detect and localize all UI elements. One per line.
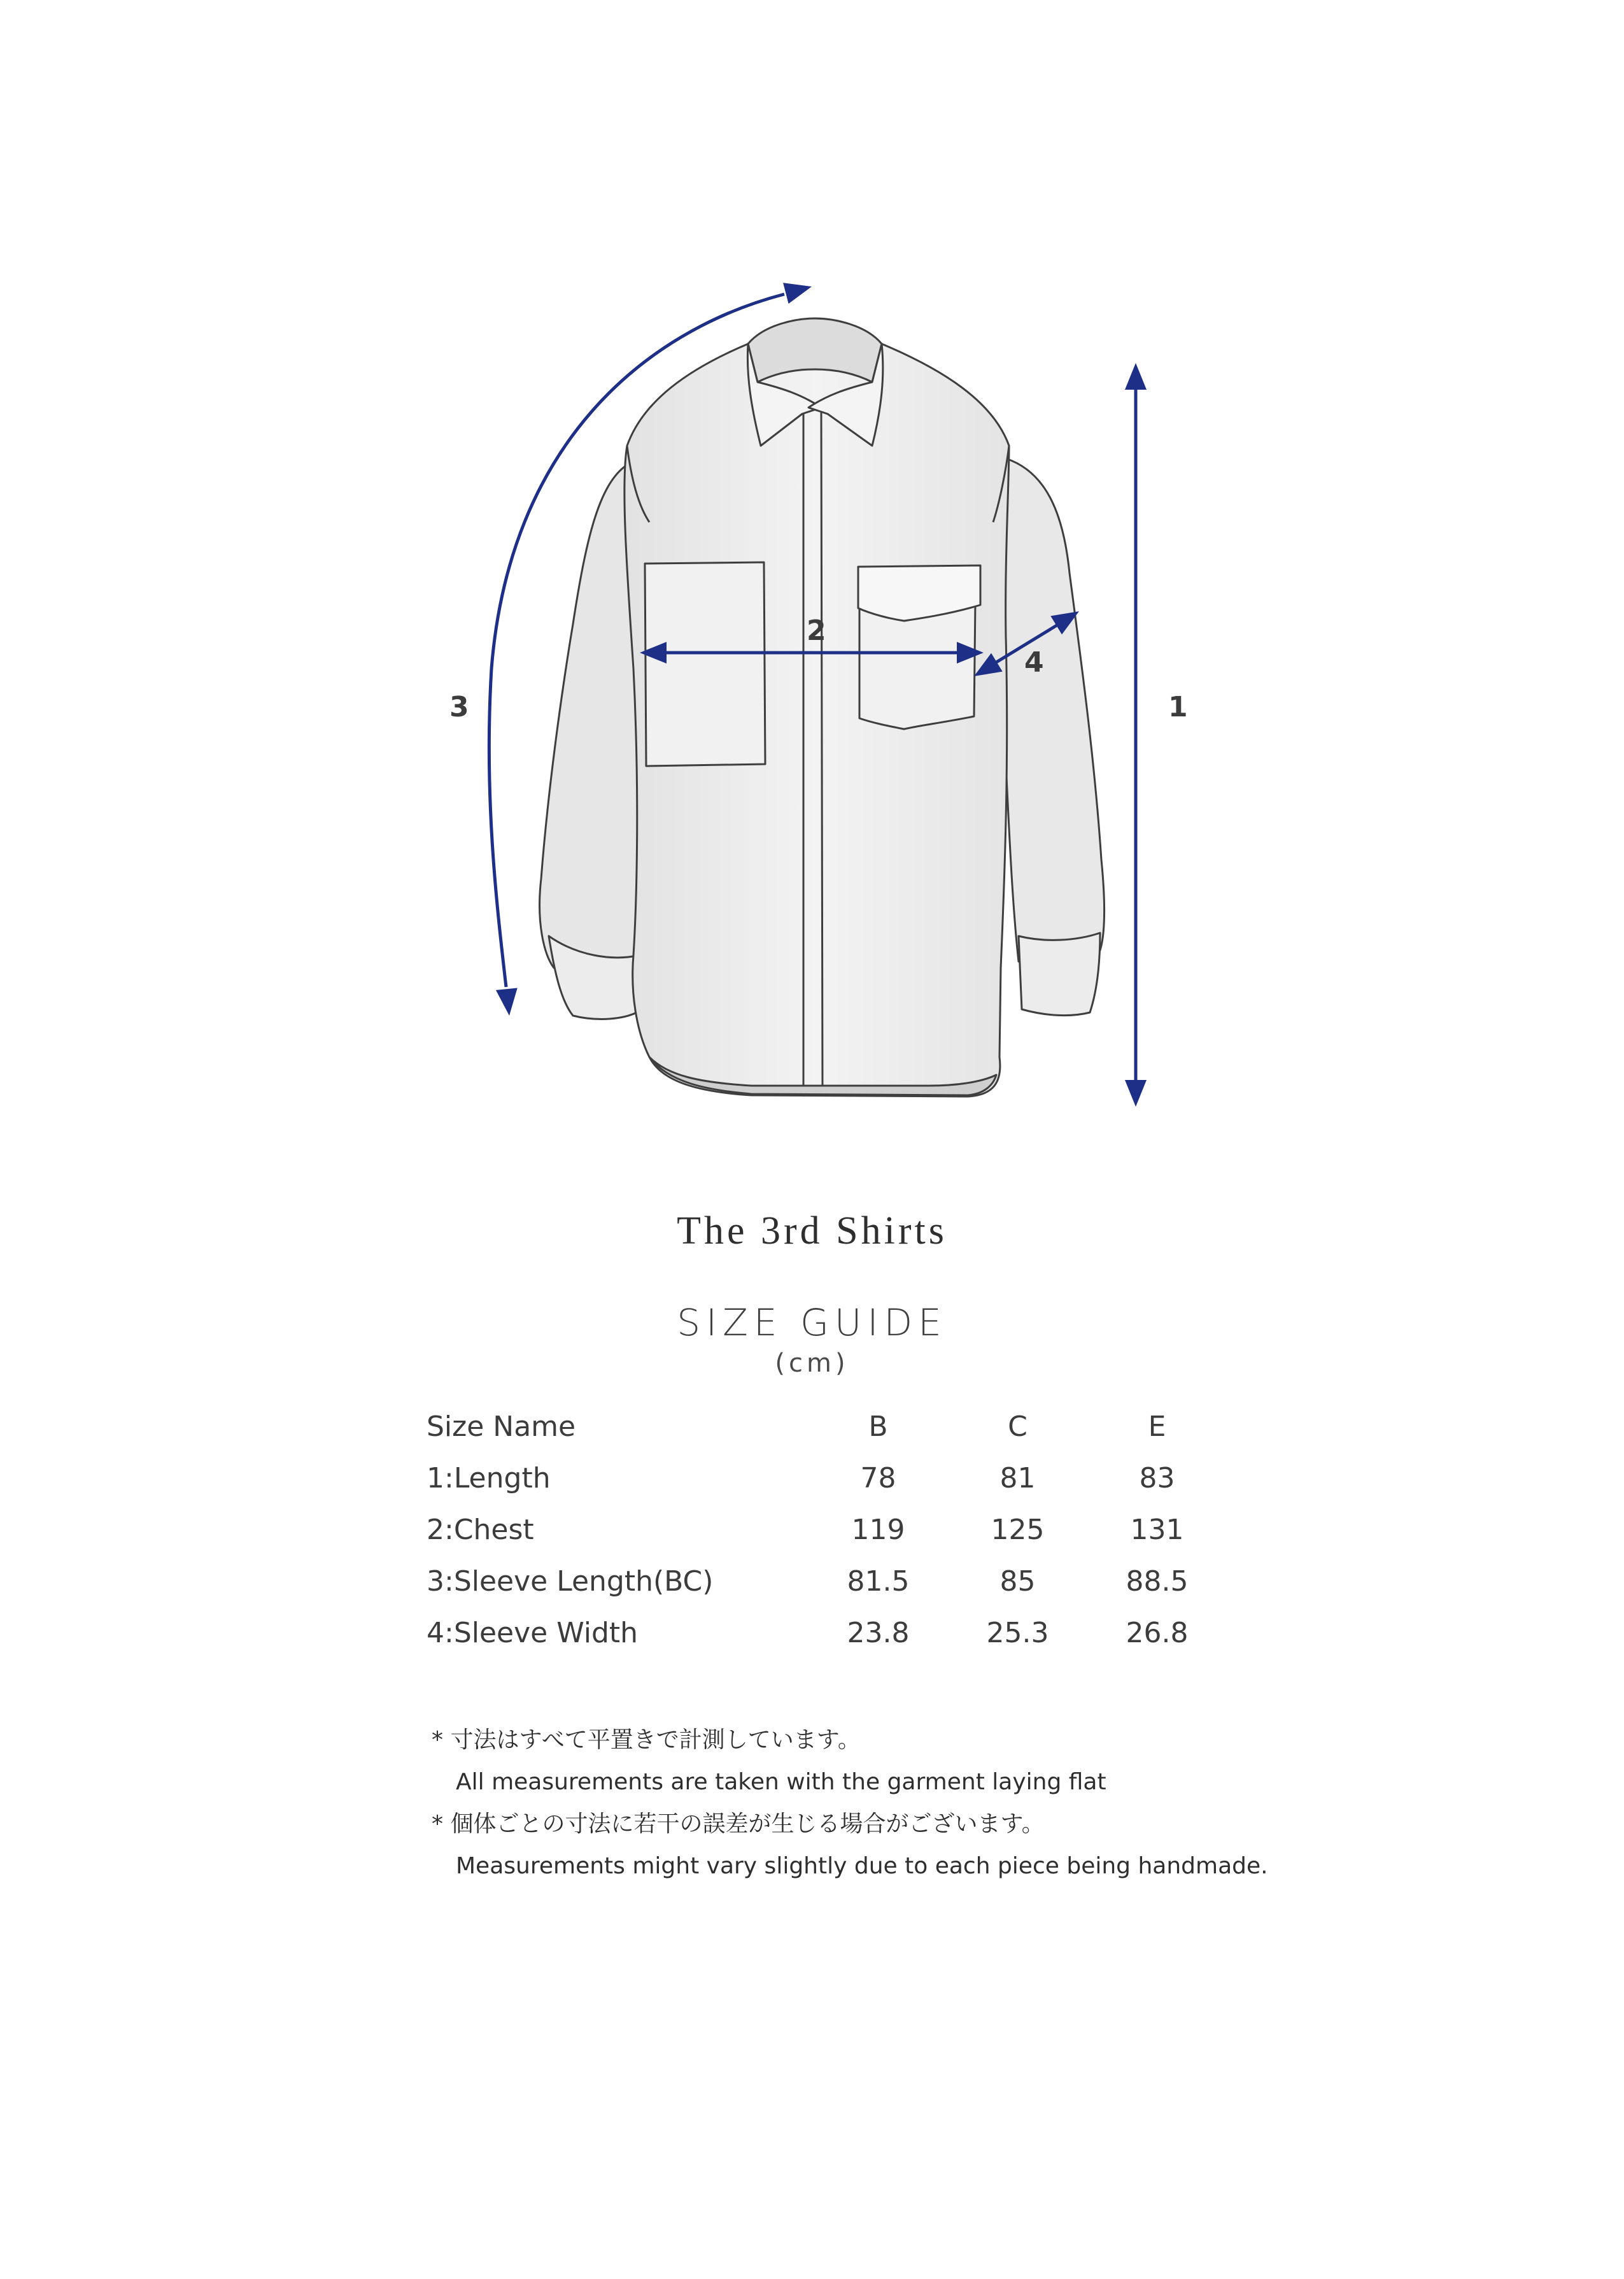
row-value: 85 bbox=[999, 1565, 1036, 1598]
row-value: 26.8 bbox=[1126, 1617, 1189, 1649]
row-label: 3:Sleeve Length(BC) bbox=[427, 1565, 714, 1598]
left-pocket bbox=[645, 562, 765, 766]
shirt-illustration bbox=[540, 318, 1105, 1097]
row-value: 23.8 bbox=[847, 1617, 910, 1649]
table-header-size: E bbox=[1148, 1410, 1166, 1443]
sleeve-length-arrowhead-top bbox=[783, 283, 812, 304]
table-header-row bbox=[427, 1401, 1227, 1452]
row-value: 83 bbox=[1139, 1462, 1175, 1494]
note-en: All measurements are taken with the garment laying flat bbox=[456, 1769, 1106, 1795]
row-value: 88.5 bbox=[1126, 1565, 1189, 1598]
row-label: 4:Sleeve Width bbox=[427, 1617, 639, 1649]
table-row bbox=[427, 1504, 1227, 1556]
size-guide-unit: (cm) bbox=[775, 1349, 849, 1378]
label-sleeve-width: 4 bbox=[1024, 646, 1044, 679]
right-pocket bbox=[859, 602, 975, 729]
table-header-size: B bbox=[868, 1410, 888, 1443]
note-jp: * 寸法はすべて平置きで計測しています。 bbox=[432, 1727, 861, 1753]
row-value: 131 bbox=[1130, 1514, 1184, 1546]
row-label: 1:Length bbox=[427, 1462, 551, 1494]
note-en: Measurements might vary slightly due to each piece being handmade. bbox=[456, 1853, 1268, 1879]
length-arrowhead-top bbox=[1125, 363, 1147, 390]
size-guide-title: SIZE GUIDE bbox=[677, 1301, 947, 1344]
table-header-size: C bbox=[1008, 1410, 1027, 1443]
row-label: 2:Chest bbox=[427, 1514, 534, 1546]
right-cuff bbox=[1019, 933, 1100, 1016]
table-row bbox=[427, 1607, 1227, 1659]
table-row bbox=[427, 1556, 1227, 1607]
label-sleeve-length: 3 bbox=[449, 691, 469, 723]
row-value: 78 bbox=[860, 1462, 896, 1494]
row-value: 81.5 bbox=[847, 1565, 910, 1598]
label-length: 1 bbox=[1168, 691, 1188, 723]
size-table bbox=[427, 1401, 1227, 1659]
row-value: 25.3 bbox=[986, 1617, 1049, 1649]
right-sleeve bbox=[993, 458, 1105, 962]
sleeve-length-arrowhead-bottom bbox=[496, 988, 518, 1016]
note-jp: * 個体ごとの寸法に若干の誤差が生じる場合がございます。 bbox=[432, 1811, 1045, 1837]
row-value: 119 bbox=[851, 1514, 905, 1546]
label-chest: 2 bbox=[807, 614, 826, 647]
product-title: The 3rd Shirts bbox=[677, 1209, 947, 1253]
row-value: 81 bbox=[999, 1462, 1036, 1494]
notes bbox=[432, 1719, 1268, 1887]
table-row bbox=[427, 1452, 1227, 1504]
length-arrowhead-bottom bbox=[1125, 1080, 1147, 1107]
row-value: 125 bbox=[991, 1514, 1045, 1546]
table-header-label: Size Name bbox=[427, 1410, 576, 1443]
